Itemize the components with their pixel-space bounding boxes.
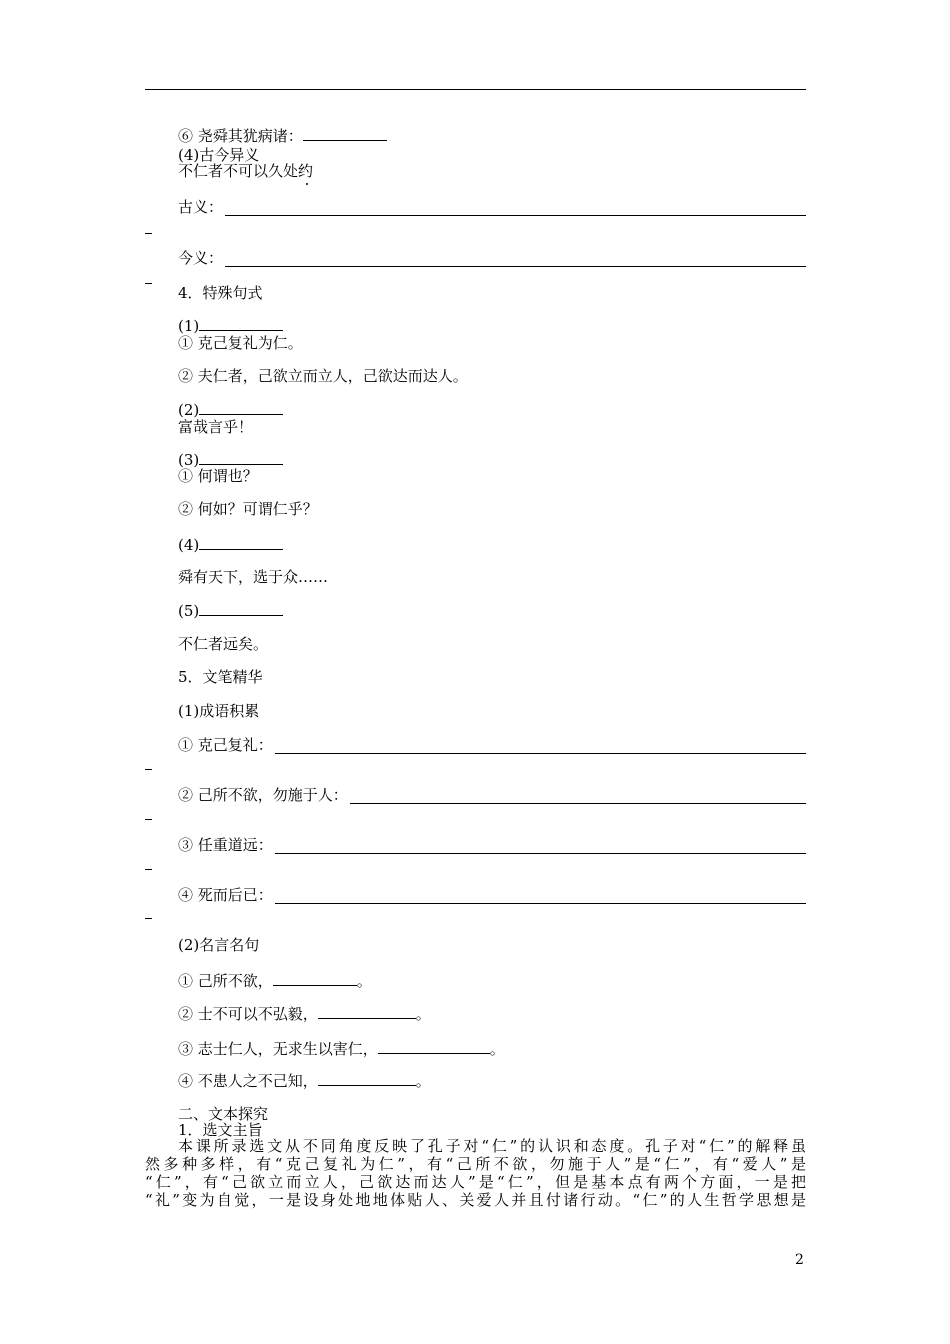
jin-yi-row [178, 249, 806, 267]
quote-3-end: 。 [489, 1040, 505, 1058]
subsection-gujin: (4)古今异义 [178, 146, 260, 164]
section-2-title: 二、文本探究 [178, 1105, 269, 1123]
quote-4-end: 。 [415, 1072, 431, 1090]
answer-blank[interactable] [199, 450, 283, 465]
pattern-3-b: ② 何如？可谓仁乎？ [178, 500, 318, 518]
pattern-2-label: (2) [178, 401, 200, 419]
continuation-dash [145, 869, 152, 870]
quote-1-text: ① 己所不欲， [178, 972, 273, 990]
example-sentence-text: 不仁者不可以久处 [178, 162, 299, 180]
emphasis-char: 约 [298, 162, 314, 180]
question-6 [178, 126, 387, 145]
continuation-dash [145, 283, 152, 284]
pattern-4 [178, 535, 283, 554]
gu-yi-label: 古义： [178, 198, 224, 216]
idiom-2-blank[interactable] [350, 789, 806, 804]
pattern-4-label: (4) [178, 536, 200, 554]
answer-blank[interactable] [273, 971, 357, 986]
page-number: 2 [795, 1252, 804, 1268]
section-2-1-title: 1．选文主旨 [178, 1121, 263, 1139]
answer-blank[interactable] [318, 1004, 416, 1019]
section-5-title: 5．文笔精华 [178, 668, 263, 686]
pattern-2 [178, 400, 283, 419]
question-6-label: ⑥ 尧舜其犹病诸： [178, 127, 303, 145]
pattern-1 [178, 316, 283, 335]
idiom-3-row [178, 836, 806, 854]
gu-yi-row [178, 198, 806, 216]
answer-blank[interactable] [199, 400, 283, 415]
pattern-5-a: 不仁者远矣。 [178, 635, 269, 653]
idiom-3-label: ③ 任重道远： [178, 836, 273, 854]
quote-3-text: ③ 志士仁人，无求生以害仁， [178, 1040, 378, 1058]
pattern-4-a: 舜有天下，选于众…… [178, 568, 329, 586]
answer-blank[interactable] [318, 1071, 416, 1086]
idiom-1-row [178, 736, 806, 754]
idiom-2-row [178, 786, 806, 804]
pattern-2-a: 富哉言乎！ [178, 418, 254, 436]
jin-yi-blank[interactable] [225, 252, 806, 267]
answer-blank[interactable] [199, 316, 283, 331]
pattern-1-b: ② 夫仁者，己欲立而立人，己欲达而达人。 [178, 367, 468, 385]
idiom-4-label: ④ 死而后已： [178, 886, 273, 904]
paragraph-text: 本课所录选文从不同角度反映了孔子对“仁”的认识和态度。孔子对“仁”的解释虽 [178, 1137, 806, 1155]
continuation-dash [145, 819, 152, 820]
idiom-3-blank[interactable] [275, 839, 806, 854]
pattern-3-label: (3) [178, 451, 200, 469]
quote-1 [178, 971, 372, 990]
idiom-4-blank[interactable] [275, 889, 806, 904]
continuation-dash [145, 233, 152, 234]
answer-blank[interactable] [199, 535, 283, 550]
pattern-1-a: ① 克己复礼为仁。 [178, 334, 303, 352]
quote-2-end: 。 [415, 1005, 431, 1023]
answer-blank[interactable] [378, 1039, 490, 1054]
paragraph-line-1 [145, 1137, 806, 1155]
idiom-4-row [178, 886, 806, 904]
pattern-5 [178, 601, 283, 620]
header-rule [145, 89, 806, 90]
quotes-heading: (2)名言名句 [178, 936, 260, 954]
paragraph-line-2: 然多种多样，有“克己复礼为仁”，有“己所不欲，勿施于人”是“仁”，有“爱人”是 [145, 1155, 806, 1173]
quote-4-text: ④ 不患人之不己知， [178, 1072, 318, 1090]
quote-4 [178, 1071, 431, 1090]
gu-yi-blank[interactable] [225, 201, 806, 216]
quote-2-text: ② 士不可以不弘毅， [178, 1005, 318, 1023]
answer-blank[interactable] [199, 601, 283, 616]
pattern-1-label: (1) [178, 317, 200, 335]
paragraph-line-3: “仁”，有“己欲立而立人，己欲达而达人”是“仁”，但是基本点有两个方面，一是把 [145, 1173, 806, 1191]
idiom-1-label: ① 克己复礼： [178, 736, 273, 754]
quote-1-end: 。 [356, 972, 372, 990]
quote-3 [178, 1039, 505, 1058]
idiom-2-label: ② 己所不欲，勿施于人： [178, 786, 348, 804]
quote-2 [178, 1004, 431, 1023]
answer-blank[interactable] [303, 126, 387, 141]
idioms-heading: (1)成语积累 [178, 702, 260, 720]
continuation-dash [145, 769, 152, 770]
continuation-dash [145, 918, 152, 919]
pattern-5-label: (5) [178, 602, 200, 620]
paragraph-line-4: “礼”变为自觉，一是设身处地地体贴人、关爱人并且付诸行动。“仁”的人生哲学思想是 [145, 1191, 806, 1209]
section-4-title: 4．特殊句式 [178, 284, 263, 302]
pattern-3-a: ① 何谓也？ [178, 467, 258, 485]
idiom-1-blank[interactable] [275, 739, 806, 754]
example-sentence [178, 162, 313, 180]
jin-yi-label: 今义： [178, 249, 224, 267]
